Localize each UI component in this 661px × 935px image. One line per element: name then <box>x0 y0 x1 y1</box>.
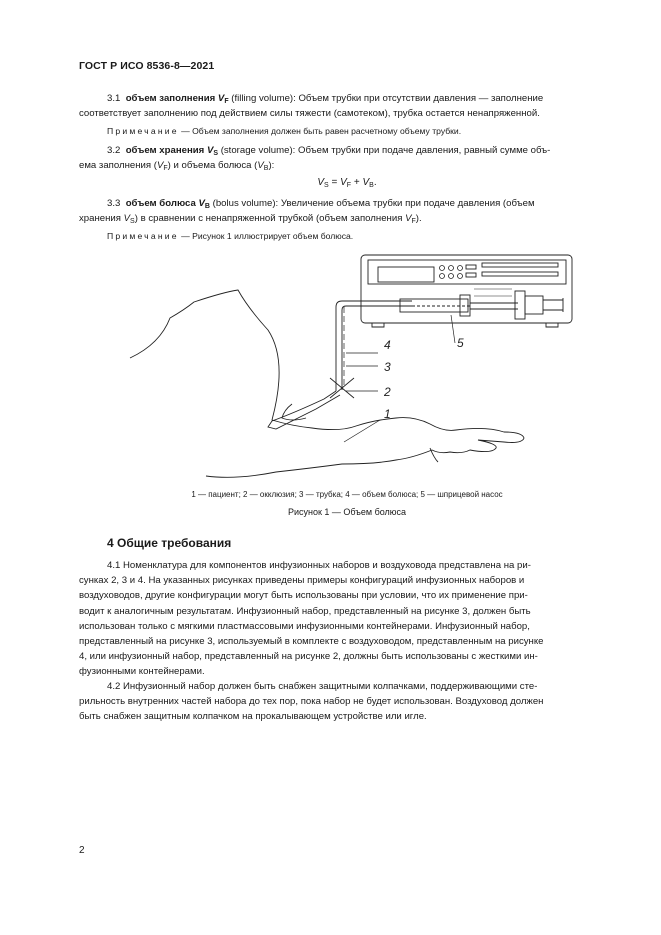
label-4: 4 <box>384 338 391 352</box>
paragraph-4-1: 4.1 Номенклатура для компонентов инфузионных наборов и воздуховода представлена на ри- сунках 2, 3 и 4. На указанных рисунках приведены примеры конфигураций инфузионных наборов и воздуховодов, другие конфигурации могут быть использованы при условии, что их применение при- водит к аналогичным результатам. Инфузионный набор, представленный на рисунке 3, должен быть использован только с мягкими пластмассовыми инфузионными контейнерами. Инфузионный набор, представленный на рисунке 3, используемый в комплекте с воздуховодом, представленным на рисунке 4, или инфузионный набор, представленный на рисунке 2, должны быть использованы с жесткими ин- фузионными контейнерами. <box>79 560 544 678</box>
label-5: 5 <box>457 336 464 350</box>
label-1: 1 <box>384 407 391 421</box>
definition-3-1: 3.1 объем заполнения $V_F$ (filling volume): Объем трубки при отсутствии давления — заполнение соответствует заполнению под действием силы тяжести (самотеком), трубка остается ненапряженной. <box>79 93 544 120</box>
figure-caption: Рисунок 1 — Объем болюса <box>287 507 407 517</box>
section-4-title: 4 Общие требования <box>107 536 232 550</box>
formula: $V_S = V_F + V_B$. <box>317 177 377 189</box>
definition-3-3: 3.3 объем болюса $V_B$ (bolus volume): Увеличение объема трубки при подаче давления (объем хранения $V_S$) в сравнении с ненапряженной трубкой (объем заполнения $V_F$). <box>79 198 535 226</box>
page-number: 2 <box>79 845 85 856</box>
document-header: ГОСТ Р ИСО 8536-8—2021 <box>79 60 215 72</box>
callout-lines <box>344 315 455 442</box>
term: объем заполнения <box>125 93 216 104</box>
paragraph-4-2: 4.2 Инфузионный набор должен быть снабжен защитными колпачками, поддерживающими сте- рильность внутренних частей набора до тех пор, пока набор не будет использован. Воздуховод должен быть снабжен защитным колпачком на прокалывающем устройстве или игле. <box>79 681 544 723</box>
syringe <box>372 289 563 319</box>
figure-legend: 1 — пациент; 2 — окклюзия; 3 — трубка; 4 — объем болюса; 5 — шприцевой насос <box>191 490 503 499</box>
patient-arm <box>130 290 524 477</box>
label-3: 3 <box>384 360 391 374</box>
note-1: Примечание — Объем заполнения должен быть равен расчетному объему трубки. <box>107 126 462 136</box>
tubing <box>268 301 372 429</box>
figure-bolus-volume <box>0 245 661 490</box>
note-2: Примечание — Рисунок 1 иллюстрирует объем болюса. <box>107 231 354 241</box>
label-2: 2 <box>384 385 391 399</box>
definition-3-2: 3.2 объем хранения $V_S$ (storage volume): Объем трубки при подаче давления, равный сумме объ- ема заполнения $(V_F)$ и объема болюса $(V_B)$: <box>79 145 551 173</box>
